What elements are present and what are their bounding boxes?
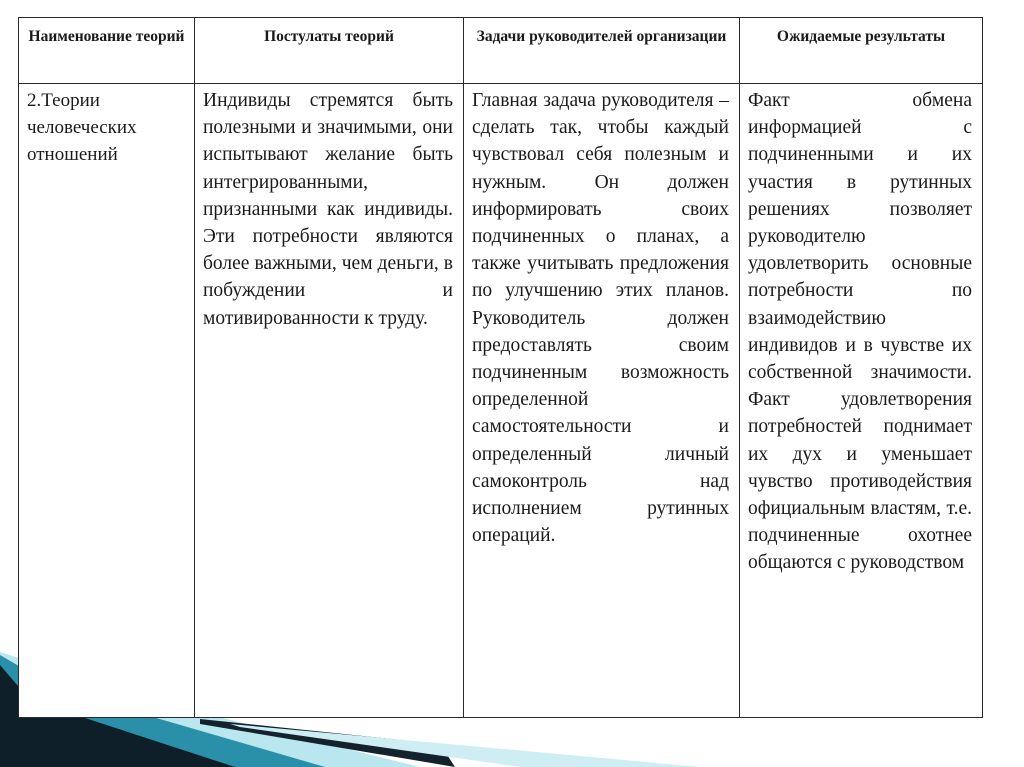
cell-theory-name: 2.Теории человеческих отношений [19, 84, 195, 718]
cell-postulates: Индивиды стремятся быть полезными и значимыми, они испытывают желание быть интегрированными, признанными как индивиды. Эти потребности являются более важными, чем деньги, в побуждении и мотивированности к труду. [195, 84, 464, 718]
cell-expected-results: Факт обмена информацией с подчиненными и их участия в рутинных решениях позволяет руководителю удовлетворить основные потребности по взаимодействию индивидов и в чувстве их собственной значимости. Факт удовлетворения потребностей поднимает их дух и уменьшает чувство противодействия официальным властям, т.е. подчиненные охотнее общаются с руководством [740, 84, 983, 718]
cell-manager-tasks: Главная задача руководителя – сделать так, чтобы каждый чувствовал себя полезным и нужным. Он должен информировать своих подчиненных о планах, а также учитывать предложения по улучшению этих планов. Руководитель должен предоставлять своим подчиненным возможность определенной самостоятельности и определенный личный самоконтроль над исполнением рутинных операций. [464, 84, 740, 718]
theories-table [18, 17, 983, 718]
header-expected-results: Ожидаемые результаты [740, 18, 983, 84]
header-theory-name: Наименование теорий [19, 18, 195, 84]
table-header-row [19, 18, 983, 84]
table-row [19, 84, 983, 718]
header-postulates: Постулаты теорий [195, 18, 464, 84]
header-manager-tasks: Задачи руководителей организации [464, 18, 740, 84]
